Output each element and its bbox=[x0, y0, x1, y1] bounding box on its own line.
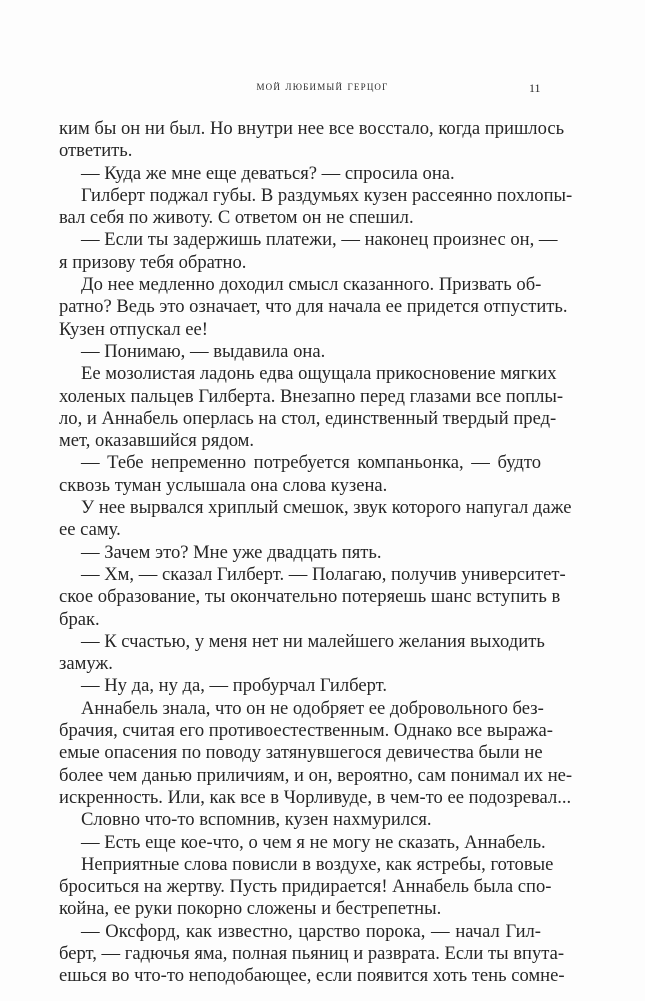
text-line: — Понимаю, — выдавила она. bbox=[81, 340, 326, 362]
text-line: искренность. Или, как все в Чорливуде, в чем-то ее подозревал... bbox=[59, 786, 572, 808]
text-line: брачия, считая его противоестественным. Однако все выража- bbox=[59, 720, 553, 742]
text-line: — Тебе непременно потребуется компаньонка, — будто bbox=[81, 452, 541, 474]
text-line: — Оксфорд, как известно, царство порока, — начал Гил- bbox=[81, 920, 541, 942]
page-number: 11 bbox=[529, 81, 541, 95]
text-line: У нее вырвался хриплый смешок, звук которого напугал даже bbox=[81, 497, 572, 519]
text-line: Гилберт поджал губы. В раздумьях кузен рассеянно похлопы- bbox=[81, 184, 573, 206]
text-line: более чем данью приличиям, и он, вероятно, сам понимал их не- bbox=[59, 764, 573, 786]
text-line: холеных пальцев Гилберта. Внезапно перед глазами все поплы- bbox=[59, 385, 564, 407]
text-line: сквозь туман услышала она слова кузена. bbox=[59, 474, 388, 496]
text-line: ее саму. bbox=[59, 519, 121, 541]
text-line: ешься во что-то неподобающее, если появится хоть тень сомне- bbox=[59, 965, 565, 987]
text-line: — Ну да, ну да, — пробурчал Гилберт. bbox=[81, 675, 388, 697]
text-line: — К счастью, у меня нет ни малейшего желания выходить bbox=[81, 630, 545, 652]
text-line: Словно что-то вспомнив, кузен нахмурился. bbox=[81, 809, 432, 831]
text-line: вал себя по животу. С ответом он не спешил. bbox=[59, 207, 414, 229]
text-line: койна, ее руки покорно сложены и бестрепетны. bbox=[59, 898, 442, 920]
text-line: Аннабель знала, что он не одобряет ее добровольного без- bbox=[81, 697, 544, 719]
running-title: мой любимый герцог bbox=[256, 79, 389, 93]
text-line: ло, и Аннабель оперлась на стол, единственный твердый пред- bbox=[59, 407, 557, 429]
text-line: замуж. bbox=[59, 653, 113, 675]
body-text bbox=[59, 118, 573, 988]
text-line: — Зачем это? Мне уже двадцать пять. bbox=[81, 541, 382, 563]
text-line: До нее медленно доходил смысл сказанного. Призвать об- bbox=[81, 274, 542, 296]
text-line: ратно? Ведь это означает, что для начала ее придется отпустить. bbox=[59, 296, 568, 318]
text-line: берт, — гадючья яма, полная пьяниц и разврата. Если ты впута- bbox=[59, 942, 565, 964]
text-line: — Куда же мне еще деваться? — спросила она. bbox=[81, 162, 455, 184]
text-line: емые опасения по поводу затянувшегося девичества были не bbox=[59, 742, 543, 764]
text-line: Ее мозолистая ладонь едва ощущала прикосновение мягких bbox=[81, 363, 557, 385]
text-line: мет, оказавшийся рядом. bbox=[59, 430, 255, 452]
text-line: — Если ты задержишь платежи, — наконец произнес он, — bbox=[81, 229, 558, 251]
text-line: брак. bbox=[59, 608, 100, 630]
text-line: ское образование, ты окончательно потеряешь шанс вступить в bbox=[59, 586, 561, 608]
text-line: Кузен отпускал ее! bbox=[59, 318, 208, 340]
text-line: — Хм, — сказал Гилберт. — Полагаю, получив университет- bbox=[81, 563, 566, 585]
text-line: броситься на жертву. Пусть придирается! Аннабель была спо- bbox=[59, 876, 552, 898]
text-line: ответить. bbox=[59, 140, 133, 162]
text-line: ким бы он ни был. Но внутри нее все восстало, когда пришлось bbox=[59, 118, 565, 139]
text-line: Неприятные слова повисли в воздухе, как ястребы, готовые bbox=[81, 853, 554, 875]
text-line: я призову тебя обратно. bbox=[59, 251, 247, 273]
text-line: — Есть еще кое-что, о чем я не могу не сказать, Аннабель. bbox=[81, 831, 546, 853]
